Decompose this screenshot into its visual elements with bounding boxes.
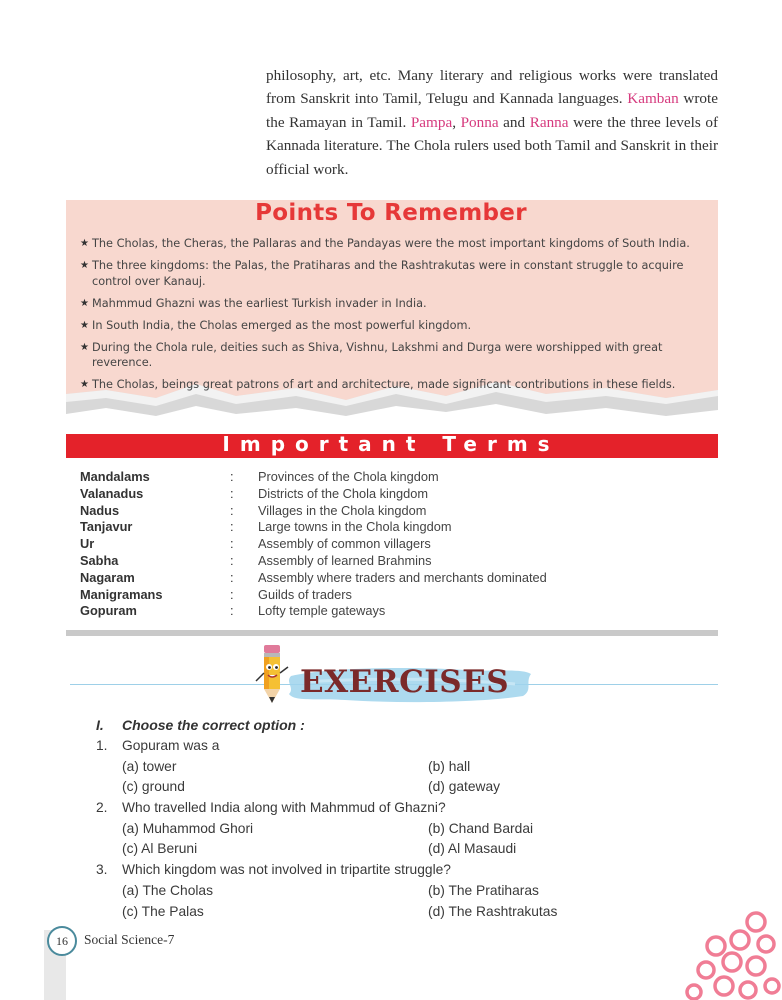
terms-table bbox=[80, 469, 720, 620]
star-bullet-icon: ★ bbox=[80, 297, 89, 309]
terms-divider bbox=[66, 630, 718, 636]
star-bullet-icon: ★ bbox=[80, 379, 89, 390]
term-row: Sabha : Assembly of learned Brahmins bbox=[80, 552, 432, 568]
option-row: (c) The Palas (d) The Rashtrakutas bbox=[122, 903, 558, 919]
question: 2. Who travelled India along with Mahmmud of Ghazni? bbox=[96, 800, 446, 816]
page-number: 16 bbox=[47, 926, 77, 956]
questions-list bbox=[96, 738, 736, 924]
term-row: Mandalams : Provinces of the Chola kingdom bbox=[80, 469, 439, 484]
term-row: Nagaram : Assembly where traders and merchants dominated bbox=[80, 569, 547, 585]
circles-decoration-icon bbox=[676, 900, 782, 1000]
option-row: (c) Al Beruni (d) Al Masaudi bbox=[122, 841, 517, 857]
star-bullet-icon: ★ bbox=[80, 238, 89, 249]
list-item: ★ The Cholas, the Cheras, the Pallaras and the Pandayas were the most important kingdoms of South India. bbox=[80, 237, 690, 250]
term-row: Valanadus : Districts of the Chola kingdom bbox=[80, 485, 428, 501]
star-bullet-icon: ★ bbox=[80, 260, 89, 271]
option-row: (a) The Cholas (b) The Pratiharas bbox=[122, 882, 539, 898]
pencil-mascot-icon bbox=[252, 643, 292, 707]
option-row: (a) tower (b) hall bbox=[122, 758, 471, 774]
book-title: Social Science-7 bbox=[84, 932, 175, 947]
list-item: ★ The three kingdoms: the Palas, the Pratiharas and the Rashtrakutas were in constant struggle to acquire control over Kanauj. bbox=[80, 259, 684, 288]
list-item: ★ Mahmmud Ghazni was the earliest Turkish invader in India. bbox=[80, 296, 427, 310]
intro-paragraph: philosophy, art, etc. Many literary and religious works were translated from Sanskrit into Tamil, Telugu and Kannada languages. Kamban wrote the Ramayan in Tamil. Pampa, Ponna and Ranna were the three levels of Kannada literature. The Chola rulers used both Tamil and Sanskrit in their official work. bbox=[266, 67, 719, 178]
term-row: Nadus : Villages in the Chola kingdom bbox=[80, 502, 427, 518]
term-row: Tanjavur : Large towns in the Chola kingdom bbox=[80, 519, 452, 535]
highlight-kamban: Kamban bbox=[627, 90, 679, 108]
star-bullet-icon: ★ bbox=[80, 319, 89, 331]
term-row: Gopuram : Lofty temple gateways bbox=[80, 603, 386, 619]
section-heading: I. Choose the correct option : bbox=[96, 717, 305, 733]
list-item: ★ In South India, the Cholas emerged as the most powerful kingdom. bbox=[80, 318, 472, 332]
highlight-pampa: Pampa bbox=[410, 113, 453, 131]
points-to-remember-title: Points To Remember bbox=[255, 200, 527, 226]
highlight-ponna: Ponna bbox=[460, 113, 499, 131]
list-item: ★ The Cholas, beings great patrons of art and architecture, made significant contributions in these fields. bbox=[80, 378, 676, 391]
term-row: Manigramans : Guilds of traders bbox=[80, 586, 352, 602]
list-item: ★ During the Chola rule, deities such as Shiva, Vishnu, Lakshmi and Durga were worshipped with great reverence. bbox=[80, 340, 663, 369]
option-row: (a) Muhammod Ghori (b) Chand Bardai bbox=[122, 820, 534, 836]
question: 1. Gopuram was a bbox=[96, 738, 220, 753]
highlight-ranna: Ranna bbox=[529, 113, 569, 131]
exercises-title: EXERCISES bbox=[300, 664, 510, 700]
important-terms-title: Important Terms bbox=[222, 432, 560, 456]
option-row: (c) ground (d) gateway bbox=[122, 779, 501, 795]
star-bullet-icon: ★ bbox=[80, 341, 89, 353]
term-row: Ur : Assembly of common villagers bbox=[80, 536, 431, 552]
question: 3. Which kingdom was not involved in tripartite struggle? bbox=[96, 862, 451, 878]
points-list bbox=[80, 236, 710, 399]
